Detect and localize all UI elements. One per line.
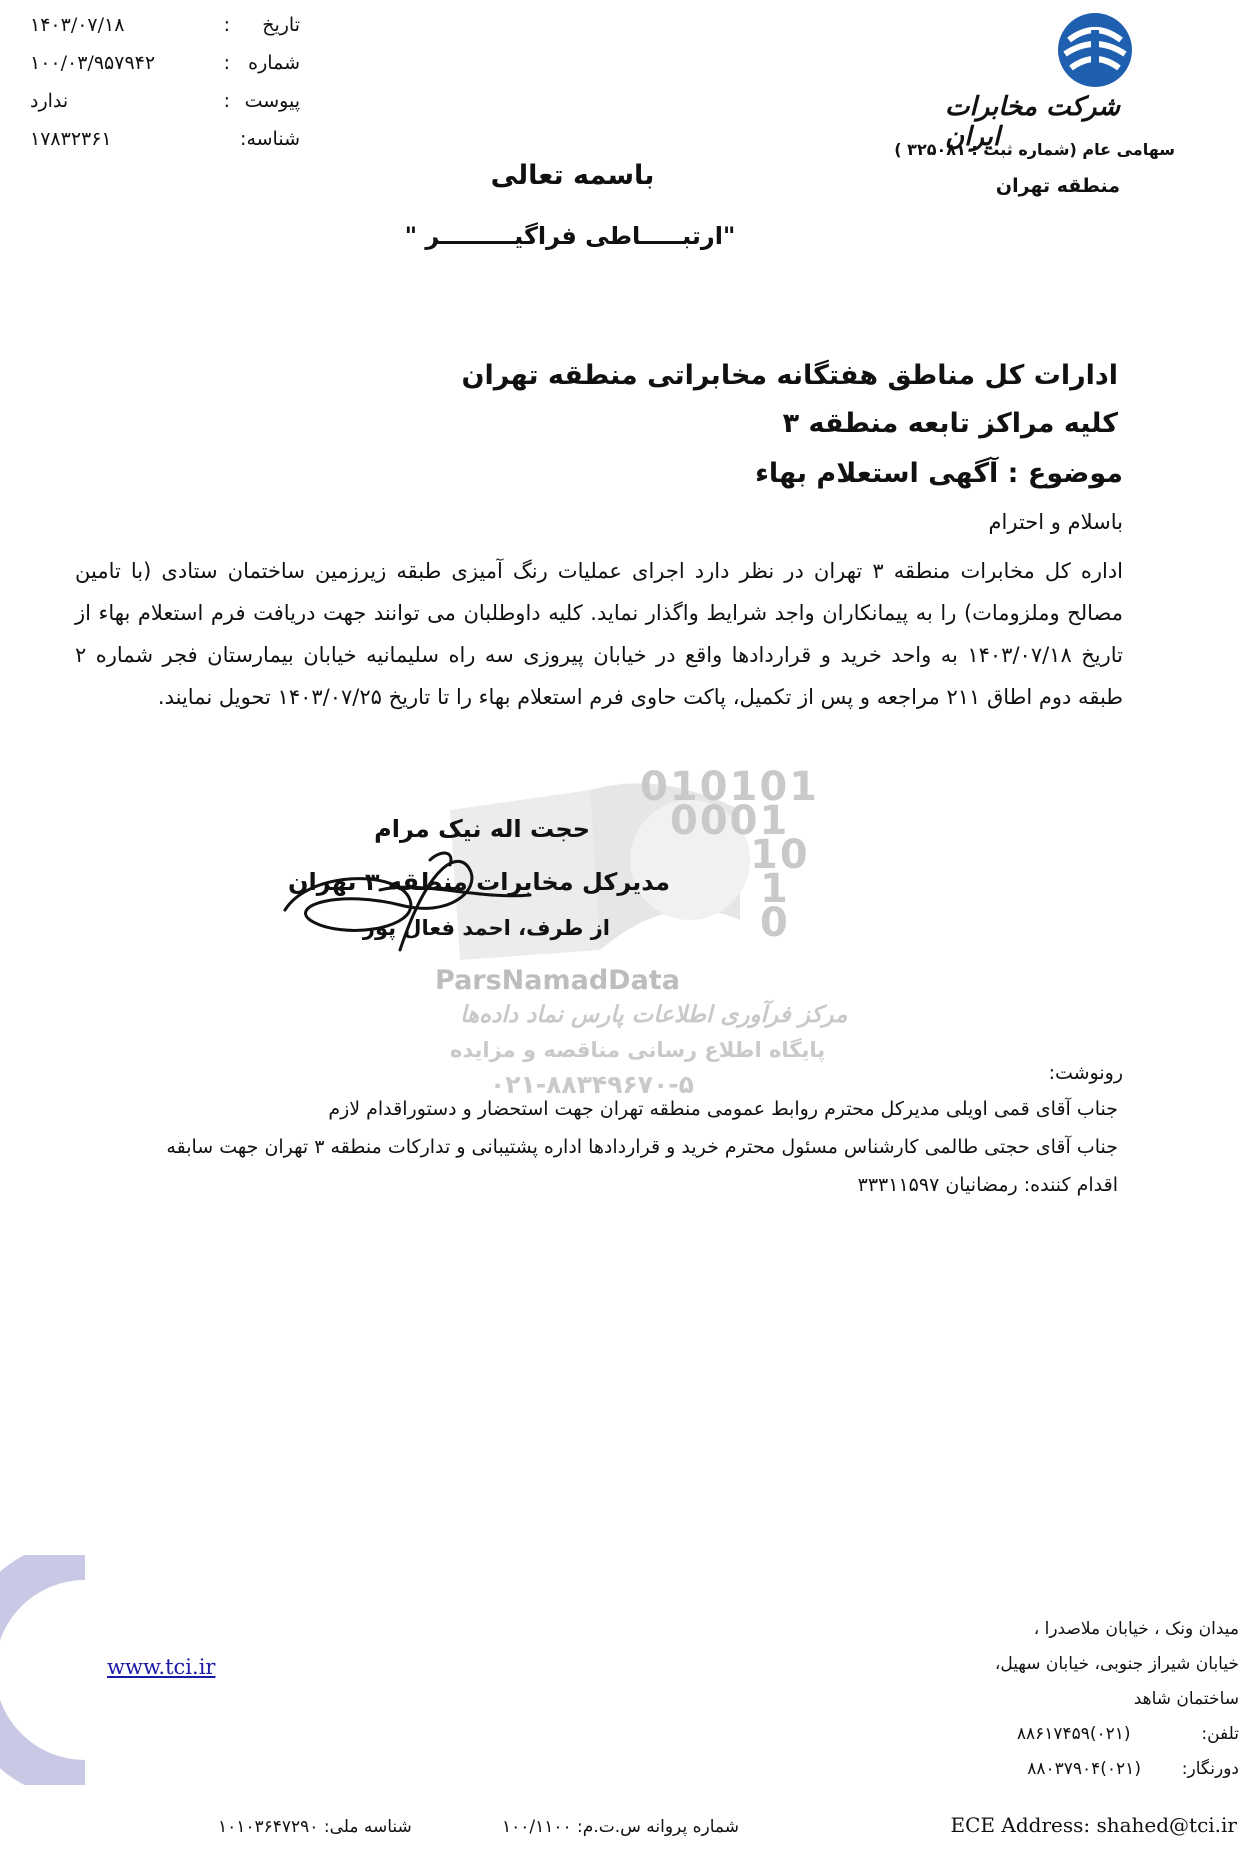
meta-attachment-label: پیوست bbox=[244, 90, 300, 112]
registration-number: سهامی عام (شماره ثبت : ۳۲۵۰۸۱ ) bbox=[894, 140, 1175, 159]
meta-date-label: تاریخ bbox=[262, 14, 300, 36]
fax-value: (۰۲۱)۸۸۰۳۷۹۰۴ bbox=[1027, 1759, 1141, 1779]
watermark-phone: ۰۲۱-۸۸۳۴۹۶۷۰-۵ bbox=[490, 1070, 694, 1099]
ece-address: ECE Address: shahed@tci.ir bbox=[950, 1813, 1237, 1837]
tci-logo-icon bbox=[1055, 10, 1135, 90]
meta-colon: : bbox=[223, 14, 230, 36]
watermark-binary bbox=[640, 764, 819, 946]
slogan: "ارتبـــــاطی فراگیـــــــــر " bbox=[404, 222, 736, 250]
license-number: شماره پروانه س.ت.م: ۱۰۰/۱۱۰۰ bbox=[502, 1817, 739, 1837]
cc-line: جناب آقای حجتی طالمی کارشناس مسئول محترم خرید و قراردادها اداره پشتیبانی و تدارکات منطقه ۳ تهران جهت سابقه bbox=[166, 1136, 1118, 1158]
meta-colon: : bbox=[223, 52, 230, 74]
watermark-binary-line: 010101 bbox=[640, 764, 819, 810]
watermark-binary-line: 10 bbox=[750, 832, 810, 878]
fax-label: دورنگار: bbox=[1181, 1759, 1239, 1779]
recipient-line-2: کلیه مراکز تابعه منطقه ۳ bbox=[782, 408, 1118, 439]
meta-date-value: ۱۴۰۳/۰۷/۱۸ bbox=[30, 14, 125, 36]
greeting: باسلام و احترام bbox=[988, 510, 1123, 534]
meta-attachment-value: ندارد bbox=[30, 90, 69, 112]
watermark-binary-line: 0001 bbox=[670, 798, 790, 844]
watermark-line-2: پایگاه اطلاع رسانی مناقصه و مزایده bbox=[450, 1038, 826, 1062]
signatory-name: حجت اله نیک مرام bbox=[374, 815, 590, 843]
address-line-2: خیابان شیراز جنوبی، خیابان سهیل، bbox=[994, 1654, 1239, 1674]
meta-id-label: شناسه: bbox=[240, 128, 300, 150]
cc-line: جناب آقای قمی اویلی مدیرکل محترم روابط عمومی منطقه تهران جهت استحضار و دستوراقدام لازم bbox=[328, 1098, 1118, 1120]
cc-label: رونوشت: bbox=[1048, 1062, 1123, 1084]
meta-date-row bbox=[30, 14, 300, 52]
signatory-title: مدیرکل مخابرات منطقه ۳ تهران bbox=[288, 868, 670, 896]
address-line-3: ساختمان شاهد bbox=[1133, 1689, 1239, 1709]
fax-row bbox=[995, 1752, 1239, 1787]
cc-line: اقدام کننده: رمضانیان ۳۳۳۱۱۵۹۷ bbox=[857, 1174, 1118, 1196]
watermark-line-1: مرکز فرآوری اطلاعات پارس نماد داده‌ها bbox=[460, 1002, 848, 1028]
national-id: شناسه ملی: ۱۰۱۰۳۶۴۷۲۹۰ bbox=[218, 1817, 412, 1837]
subject-line: موضوع : آگهی استعلام بهاء bbox=[755, 458, 1123, 489]
phone-row bbox=[995, 1717, 1239, 1752]
meta-id-value: ۱۷۸۳۲۳۶۱ bbox=[30, 128, 112, 150]
footer-address bbox=[995, 1612, 1239, 1787]
watermark-binary-line: 1 bbox=[760, 866, 790, 912]
letter-body: اداره کل مخابرات منطقه ۳ تهران در نظر دارد اجرای عملیات رنگ آمیزی طبقه زیرزمین ساختمان ستادی (با تامین مصالح وملزومات) را به پیمانکاران واجد شرایط واگذار نماید. کلیه داوطلبان می توانند جهت دریافت فرم استعلام بهاء از تاریخ ۱۴۰۳/۰۷/۱۸ به واحد خرید و قراردادها واقع در خیابان پیروزی سه راه سلیمانیه خیابان بیمارستان فجر شماره ۲ طبقه دوم اطاق ۲۱۱ مراجعه و پس از تکمیل، پاکت حاوی فرم استعلام بهاء را تا تاریخ ۱۴۰۳/۰۷/۲۵ تحویل نمایند. bbox=[75, 559, 1123, 709]
region-name: منطقه تهران bbox=[995, 175, 1120, 197]
invocation: باسمه تعالی bbox=[490, 160, 655, 191]
meta-attachment-row bbox=[30, 90, 300, 128]
handwritten-signature bbox=[280, 830, 540, 970]
letter-meta bbox=[30, 14, 300, 166]
meta-number-label: شماره bbox=[248, 52, 300, 74]
website-link[interactable]: www.tci.ir bbox=[107, 1655, 216, 1679]
recipient-line-1: ادارات کل مناطق هفتگانه مخابراتی منطقه تهران bbox=[461, 360, 1118, 391]
company-name: شرکت مخابرات ایران bbox=[945, 92, 1121, 152]
watermark-binary-line: 0 bbox=[760, 900, 790, 946]
address-line-1: میدان ونک ، خیابان ملاصدرا ، bbox=[1033, 1619, 1239, 1639]
watermark-brand: ParsNamadData bbox=[435, 965, 680, 996]
phone-value: (۰۲۱)۸۸۶۱۷۴۵۹ bbox=[1016, 1724, 1131, 1744]
meta-colon: : bbox=[223, 90, 230, 112]
phone-label: تلفن: bbox=[1201, 1724, 1239, 1744]
meta-number-value: ۱۰۰/۰۳/۹۵۷۹۴۲ bbox=[30, 52, 156, 74]
footer-arc-decoration bbox=[0, 1555, 90, 1785]
signatory-on-behalf: از طرف، احمد فعال پور bbox=[362, 916, 610, 940]
meta-number-row bbox=[30, 52, 300, 90]
